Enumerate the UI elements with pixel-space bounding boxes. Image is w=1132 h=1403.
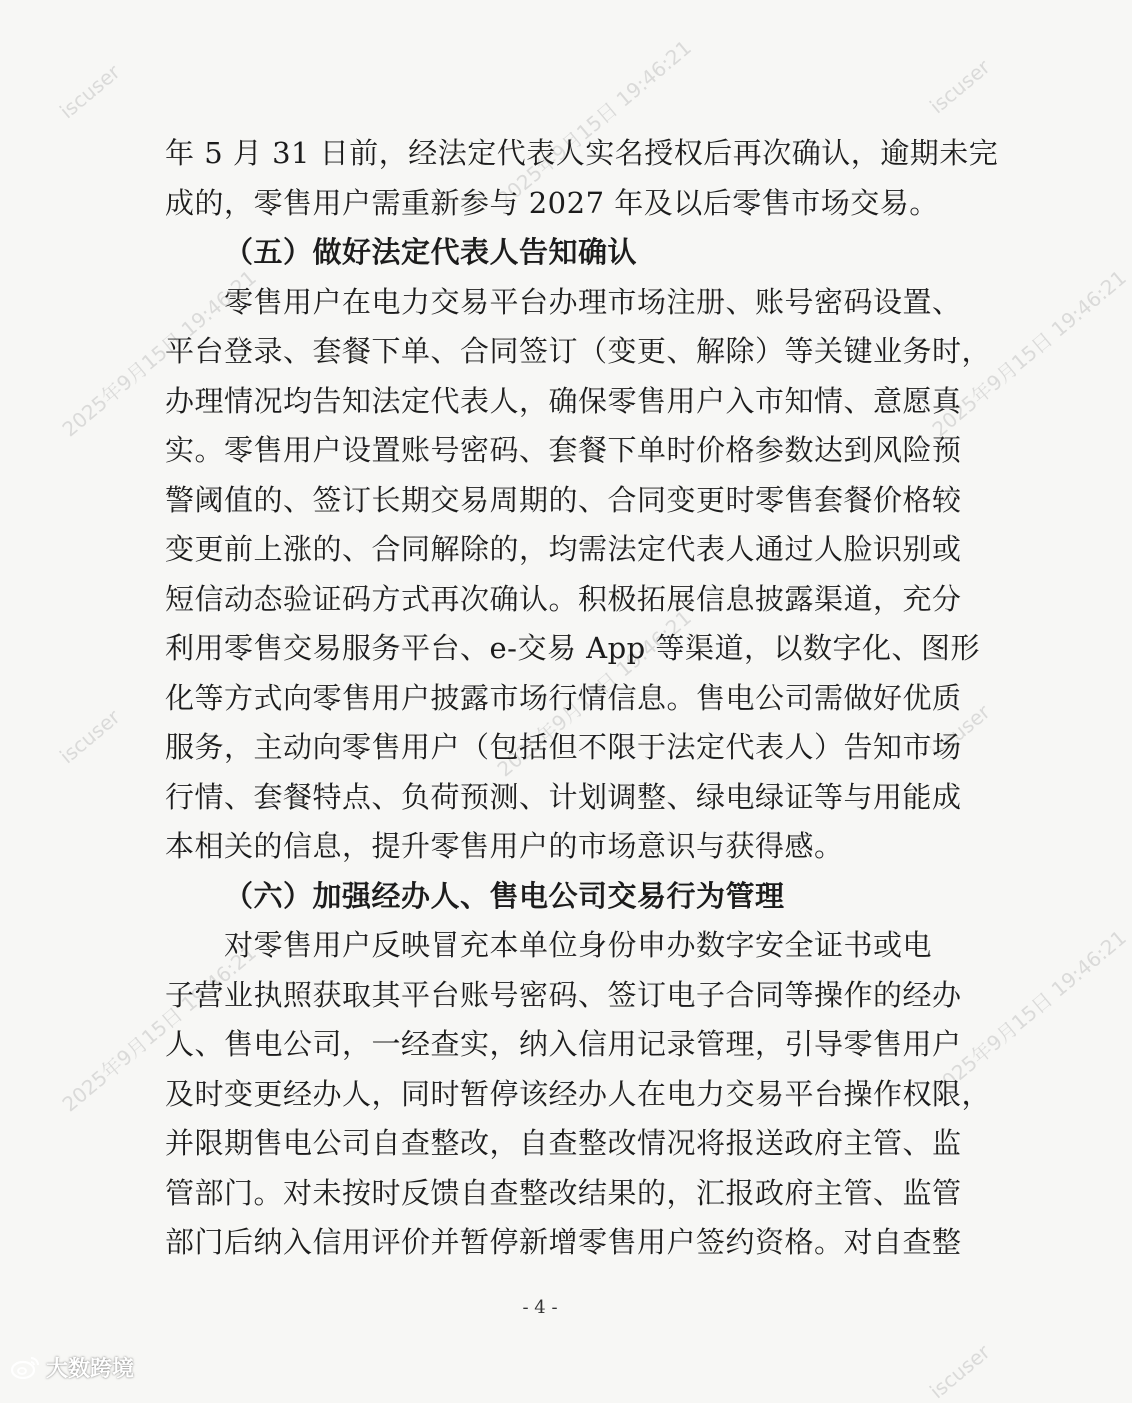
watermark-timestamp: 2025年9月15日 19:46:21 xyxy=(57,940,261,1117)
watermark-user: iscuser xyxy=(55,704,125,769)
paragraph-first-line: 零售用户在电力交易平台办理市场注册、账号密码设置、 xyxy=(224,285,962,319)
text-line: 短信动态验证码方式再次确认。积极拓展信息披露渠道，充分 xyxy=(165,582,962,616)
text-line: 部门后纳入信用评价并暂停新增零售用户签约资格。对自查整 xyxy=(165,1225,962,1259)
section-heading: （五）做好法定代表人告知确认 xyxy=(224,235,638,269)
text-line: 管部门。对未按时反馈自查整改结果的，汇报政府主管、监管 xyxy=(165,1176,962,1210)
watermark-user: iscuser xyxy=(55,59,125,124)
watermark-timestamp: 2025年9月15日 19:46:21 xyxy=(927,925,1131,1102)
text-line: 办理情况均告知法定代表人，确保零售用户入市知情、意愿真 xyxy=(165,384,962,418)
watermark-user: iscuser xyxy=(925,1339,995,1403)
text-line: 并限期售电公司自查整改，自查整改情况将报送政府主管、监 xyxy=(165,1126,962,1160)
watermark-timestamp: 2025年9月15日 19:46:21 xyxy=(492,605,696,782)
text-line: 实。零售用户设置账号密码、套餐下单时价格参数达到风险预 xyxy=(165,433,962,467)
watermark-user: iscuser xyxy=(925,54,995,119)
text-line: 利用零售交易服务平台、e-交易 App 等渠道，以数字化、图形 xyxy=(165,631,980,665)
watermark-timestamp: 2025年9月15日 19:46:21 xyxy=(492,35,696,212)
text-line: 人、售电公司，一经查实，纳入信用记录管理，引导零售用户 xyxy=(165,1027,962,1061)
text-line: 及时变更经办人，同时暂停该经办人在电力交易平台操作权限， xyxy=(165,1077,992,1111)
text-line: 警阈值的、签订长期交易周期的、合同变更时零售套餐价格较 xyxy=(165,483,962,517)
brand-name: 大数跨境 xyxy=(46,1356,135,1382)
watermark-timestamp: 2025年9月15日 19:46:21 xyxy=(57,265,261,442)
weibo-icon xyxy=(10,1354,40,1380)
text-line: 变更前上涨的、合同解除的，均需法定代表人通过人脸识别或 xyxy=(165,532,962,566)
watermark-timestamp: 2025年9月15日 19:46:21 xyxy=(927,265,1131,442)
text-line: 服务，主动向零售用户（包括但不限于法定代表人）告知市场 xyxy=(165,730,962,764)
text-line: 平台登录、套餐下单、合同签订（变更、解除）等关键业务时， xyxy=(165,334,992,368)
paragraph-first-line: 对零售用户反映冒充本单位身份申办数字安全证书或电 xyxy=(224,928,933,962)
brand-watermark xyxy=(10,1352,134,1382)
text-line: 行情、套餐特点、负荷预测、计划调整、绿电绿证等与用能成 xyxy=(165,780,962,814)
watermark-user: iscuser xyxy=(925,699,995,764)
text-line: 年 5 月 31 日前，经法定代表人实名授权后再次确认，逾期未完 xyxy=(165,136,999,170)
page-number: - 4 - xyxy=(522,1297,558,1318)
text-line: 成的，零售用户需重新参与 2027 年及以后零售市场交易。 xyxy=(165,186,939,220)
text-line: 本相关的信息，提升零售用户的市场意识与获得感。 xyxy=(165,829,844,863)
text-line: 化等方式向零售用户披露市场行情信息。售电公司需做好优质 xyxy=(165,681,962,715)
text-line: 子营业执照获取其平台账号密码、签订电子合同等操作的经办 xyxy=(165,978,962,1012)
section-heading: （六）加强经办人、售电公司交易行为管理 xyxy=(224,879,785,913)
